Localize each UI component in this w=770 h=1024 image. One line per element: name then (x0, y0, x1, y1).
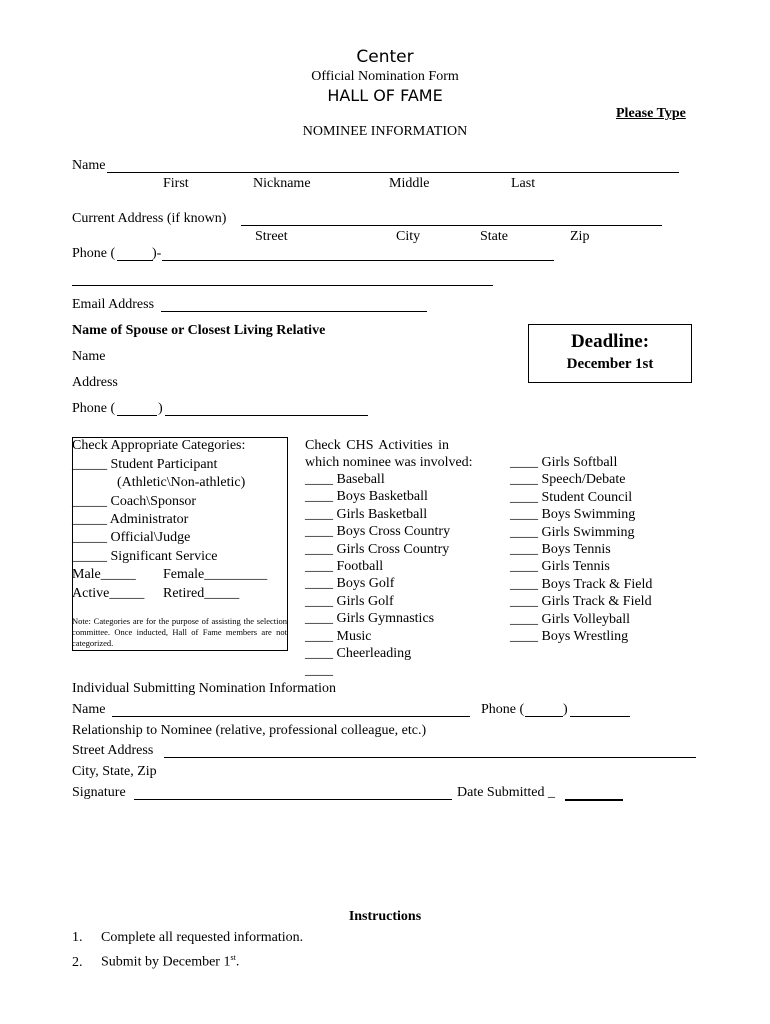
instruction-sup: st (230, 953, 236, 962)
submitter-name-field[interactable] (112, 716, 470, 717)
categories-note: Note: Categories are for the purpose of assisting the selection committee. Once inducted, Hall of Fame members are not categorized. (72, 616, 287, 649)
submitter-phone-label: Phone ( (481, 702, 525, 717)
header-center: Center (356, 47, 414, 67)
name-part-first: First (163, 176, 189, 191)
signature-field[interactable] (134, 799, 452, 800)
instruction-item (72, 948, 303, 973)
relationship-label: Relationship to Nominee (relative, professional colleague, etc.) (72, 723, 427, 738)
activity-item[interactable]: ____ Girls Cross Country (305, 541, 450, 557)
activity-item[interactable]: ____ Girls Track & Field (510, 594, 652, 610)
instruction-number: 1. (72, 930, 83, 945)
nominee-name-label: Name (72, 158, 106, 173)
activity-item[interactable]: ____ Boys Swimming (510, 507, 636, 523)
signature-label: Signature (72, 785, 126, 800)
category-student-sub: (Athletic\Non-athletic) (117, 475, 246, 490)
date-submitted-field[interactable] (565, 799, 623, 801)
street-address-field[interactable] (164, 757, 696, 758)
relative-phone-label: Phone ( (72, 401, 116, 416)
deadline-box (528, 324, 692, 383)
instruction-text: Complete all requested information. (101, 930, 304, 945)
address-field[interactable] (241, 225, 662, 226)
nominee-phone-area-field[interactable] (117, 260, 153, 261)
address-part-street: Street (255, 229, 288, 244)
nominee-phone-sep: )- (152, 246, 162, 261)
name-part-nickname: Nickname (253, 176, 311, 191)
address-label: Current Address (if known) (72, 211, 227, 226)
activity-item[interactable]: ____ Boys Wrestling (510, 629, 629, 644)
gender-female[interactable]: Female_________ (163, 567, 268, 582)
section-heading: NOMINEE INFORMATION (302, 124, 468, 139)
activity-item[interactable]: ____ Speech/Debate (510, 472, 626, 488)
category-administrator[interactable]: _____ Administrator (72, 512, 189, 527)
instruction-number: 2. (72, 954, 83, 970)
instruction-tail: . (235, 954, 240, 970)
form-title: Official Nomination Form (311, 69, 459, 84)
email-field[interactable] (161, 311, 427, 312)
status-retired[interactable]: Retired_____ (163, 586, 240, 601)
submitter-phone-area-field[interactable] (525, 716, 563, 717)
category-official[interactable]: _____ Official\Judge (72, 530, 191, 545)
activity-item[interactable]: ____ Boys Track & Field (510, 576, 653, 592)
activity-item[interactable]: ____ Girls Volleyball (510, 611, 631, 627)
activity-item[interactable]: ____ Girls Tennis (510, 559, 610, 575)
relative-heading: Name of Spouse or Closest Living Relative (72, 323, 326, 338)
activities-heading-1: Check CHS Activities in (305, 438, 450, 453)
name-part-middle: Middle (389, 176, 430, 191)
address-part-zip: Zip (570, 229, 590, 244)
city-state-zip-label: City, State, Zip (72, 764, 157, 779)
nominee-phone-field[interactable] (162, 260, 554, 261)
instruction-item (72, 928, 303, 948)
category-coach[interactable]: _____ Coach\Sponsor (72, 494, 197, 509)
activity-item[interactable]: ____ Girls Softball (510, 455, 618, 470)
please-type-label: Please Type (616, 106, 686, 121)
address-part-state: State (480, 229, 508, 244)
activity-item[interactable]: ____ (305, 663, 333, 679)
activity-item[interactable]: ____ Student Council (510, 489, 633, 505)
relative-phone-field[interactable] (165, 415, 368, 416)
status-active[interactable]: Active_____ (72, 586, 145, 601)
extra-blank-line[interactable] (72, 285, 493, 286)
submitter-phone-field[interactable] (570, 716, 630, 717)
instructions-list (72, 928, 303, 973)
nominee-phone-label: Phone ( (72, 246, 116, 261)
deadline-date: December 1st (566, 355, 654, 372)
relative-name-label: Name (72, 349, 106, 364)
activity-item[interactable]: ____ Girls Basketball (305, 506, 428, 522)
category-significant-service[interactable]: _____ Significant Service (72, 549, 218, 564)
name-part-last: Last (511, 176, 536, 191)
activity-item[interactable]: ____ Boys Golf (305, 576, 395, 592)
submitter-phone-close: ) (563, 702, 568, 717)
address-part-city: City (396, 229, 421, 244)
activity-item[interactable]: ____ Girls Swimming (510, 524, 635, 540)
hall-of-fame-title: HALL OF FAME (327, 86, 443, 105)
activity-item[interactable]: ____ Boys Tennis (510, 542, 611, 557)
deadline-label: Deadline: (570, 331, 650, 352)
instructions-heading: Instructions (348, 909, 422, 924)
email-label: Email Address (72, 297, 155, 312)
gender-male[interactable]: Male_____ (72, 567, 136, 582)
activity-item[interactable]: ____ Boys Basketball (305, 489, 428, 505)
relative-phone-area-field[interactable] (117, 415, 157, 416)
nominee-name-field[interactable] (107, 172, 679, 173)
instruction-text: Submit by December 1 (101, 954, 231, 970)
relative-address-label: Address (72, 375, 118, 390)
submitter-name-label: Name (72, 702, 106, 717)
activity-item[interactable]: ____ Cheerleading (305, 646, 412, 661)
relative-phone-close: ) (158, 401, 163, 416)
activities-heading-2: which nominee was involved: (305, 455, 473, 470)
category-student[interactable]: _____ Student Participant (72, 457, 218, 472)
activity-item[interactable]: ____ Football (305, 559, 384, 574)
date-submitted-label: Date Submitted _ (457, 785, 555, 800)
street-address-label: Street Address (72, 743, 154, 758)
activity-item[interactable]: ____ Boys Cross Country (305, 524, 451, 540)
activity-item[interactable]: ____ Music (305, 628, 372, 644)
submitter-heading: Individual Submitting Nomination Information (72, 681, 337, 696)
activity-item[interactable]: ____ Girls Golf (305, 593, 394, 609)
activity-item[interactable]: ____ Girls Gymnastics (305, 611, 435, 627)
activity-item[interactable]: ____ Baseball (305, 472, 385, 487)
categories-heading: Check Appropriate Categories: (72, 438, 246, 453)
